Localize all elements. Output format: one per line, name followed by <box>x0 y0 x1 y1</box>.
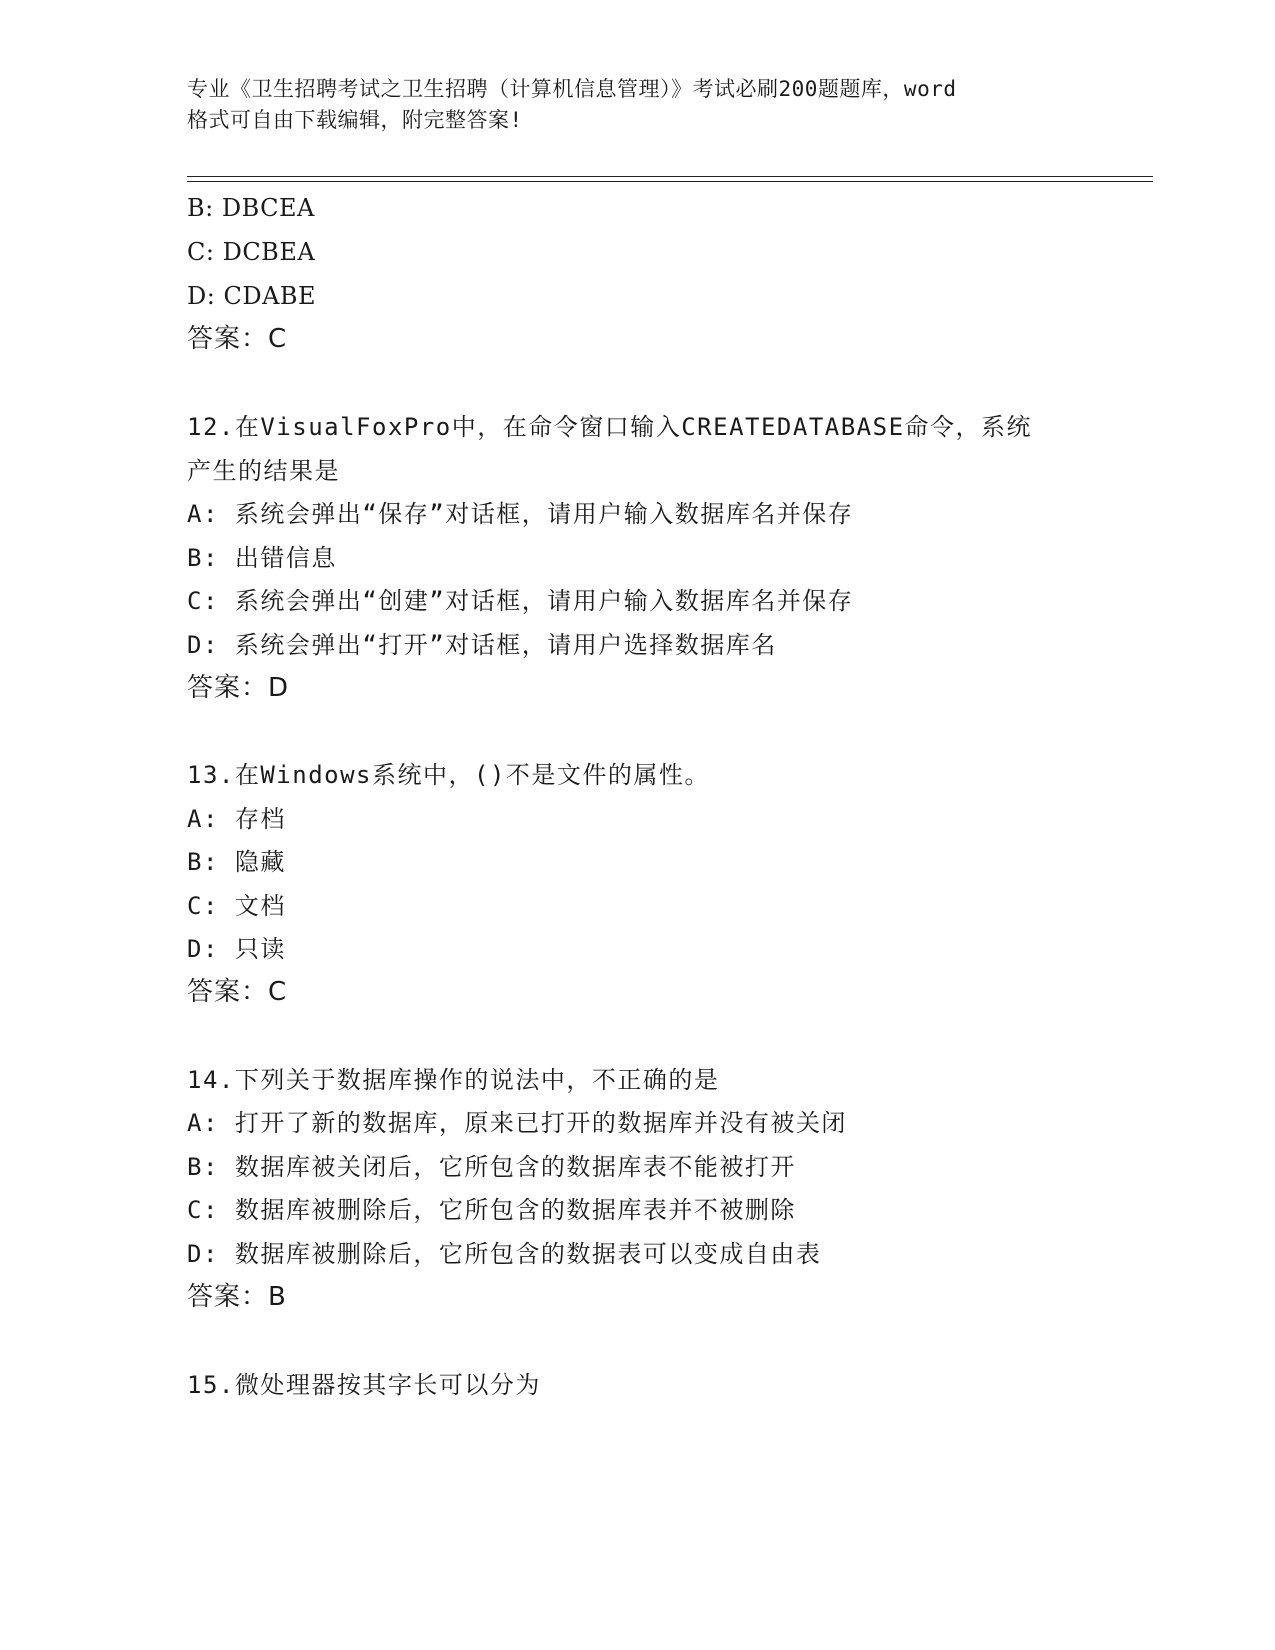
q15-question: 15.微处理器按其字长可以分为 <box>187 1371 541 1399</box>
q11-answer: 答案：C <box>187 324 288 354</box>
header-divider-top <box>187 176 1153 177</box>
q14-question: 14.下列关于数据库操作的说法中，不正确的是 <box>187 1066 720 1094</box>
q13-question: 13.在Windows系统中，()不是文件的属性。 <box>187 761 710 789</box>
q12-question-line-1: 12.在VisualFoxPro中，在命令窗口输入CREATEDATABASE命令，系统 <box>187 413 1033 441</box>
q12-option-b: B: 出错信息 <box>187 544 337 572</box>
q14-option-d: D: 数据库被删除后，它所包含的数据表可以变成自由表 <box>187 1240 822 1268</box>
q14-option-b: B: 数据库被关闭后，它所包含的数据库表不能被打开 <box>187 1153 796 1181</box>
q11-option-b: B: DBCEA <box>187 194 315 222</box>
q14-answer: 答案：B <box>187 1282 287 1312</box>
q11-option-d: D: CDABE <box>187 282 317 310</box>
q12-question-line-2: 产生的结果是 <box>187 457 340 485</box>
document-header <box>187 74 1087 136</box>
q12-option-d: D: 系统会弹出“打开”对话框，请用户选择数据库名 <box>187 631 777 659</box>
q12-answer: 答案：D <box>187 673 290 703</box>
header-line-2: 格式可自由下载编辑，附完整答案! <box>187 108 523 132</box>
header-divider-bottom <box>187 181 1153 182</box>
header-line-1: 专业《卫生招聘考试之卫生招聘（计算机信息管理）》考试必刷200题题库，word <box>187 77 957 101</box>
q12-option-a: A: 系统会弹出“保存”对话框，请用户输入数据库名并保存 <box>187 500 854 528</box>
q14-option-a: A: 打开了新的数据库，原来已打开的数据库并没有被关闭 <box>187 1109 847 1137</box>
q11-option-c: C: DCBEA <box>187 238 316 266</box>
q13-option-a: A: 存档 <box>187 805 286 833</box>
q13-option-b: B: 隐藏 <box>187 848 286 876</box>
q13-option-c: C: 文档 <box>187 892 286 920</box>
q13-answer: 答案：C <box>187 977 288 1007</box>
q12-option-c: C: 系统会弹出“创建”对话框，请用户输入数据库名并保存 <box>187 587 854 615</box>
q13-option-d: D: 只读 <box>187 935 286 963</box>
q14-option-c: C: 数据库被删除后，它所包含的数据库表并不被删除 <box>187 1196 796 1224</box>
